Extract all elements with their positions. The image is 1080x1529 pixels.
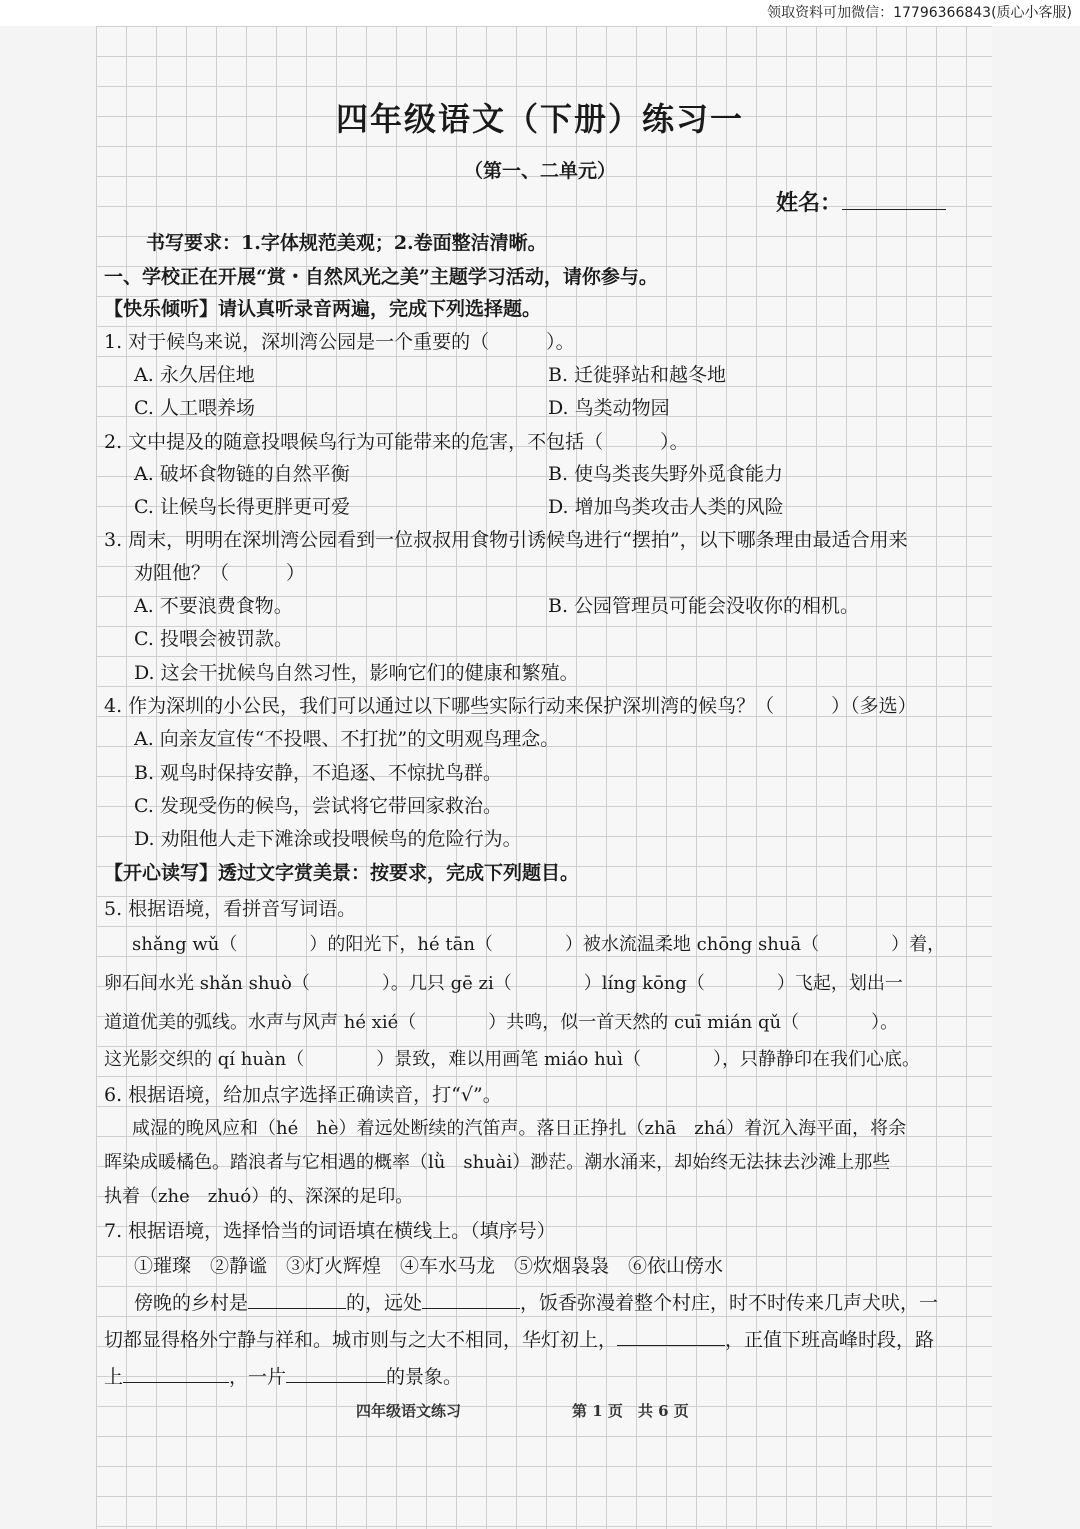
q4-option-d: D. 劝阻他人走下滩涂或投喂候鸟的危险行为。 bbox=[134, 828, 522, 850]
reading-heading: 【开心读写】透过文字赏美景：按要求，完成下列题目。 bbox=[104, 862, 580, 884]
q2-option-a: A. 破坏食物链的自然平衡 bbox=[134, 463, 350, 485]
q1-option-d: D. 鸟类动物园 bbox=[548, 397, 670, 419]
q7-word-choices: ①璀璨 ②静谧 ③灯火辉煌 ④车水马龙 ⑤炊烟袅袅 ⑥依山傍水 bbox=[134, 1255, 724, 1277]
q7-blank-5[interactable] bbox=[286, 1362, 386, 1383]
page-subtitle: （第一、二单元） bbox=[463, 160, 616, 182]
question-5-stem: 5. 根据语境，看拼音写词语。 bbox=[104, 898, 357, 920]
section-one-heading: 一、学校正在开展“赏・自然风光之美”主题学习活动，请你参与。 bbox=[104, 266, 658, 288]
q4-option-a: A. 向亲友宣传“不投喂、不打扰”的文明观鸟理念。 bbox=[134, 728, 560, 750]
q1-option-a: A. 永久居住地 bbox=[134, 364, 255, 386]
q7-text: 切都显得格外宁静与祥和。城市则与之大不相同，华灯初上， bbox=[104, 1329, 618, 1351]
watermark-contact: 领取资料可加微信：17796366843(质心小客服) bbox=[759, 0, 1080, 26]
q7-blank-2[interactable] bbox=[422, 1288, 520, 1309]
q2-option-c: C. 让候鸟长得更胖更可爱 bbox=[134, 496, 350, 518]
footer-title: 四年级语文练习 bbox=[356, 1402, 462, 1420]
q7-text: ，正值下班高峰时段，路 bbox=[725, 1329, 935, 1351]
q6-line-3: 执着（zhe zhuó）的、深深的足印。 bbox=[104, 1186, 414, 1207]
page-title: 四年级语文（下册）练习一 bbox=[335, 100, 744, 138]
q4-option-b: B. 观鸟时保持安静，不追逐、不惊扰鸟群。 bbox=[134, 762, 503, 784]
q2-option-d: D. 增加鸟类攻击人类的风险 bbox=[548, 496, 784, 518]
q7-line-3 bbox=[104, 1362, 462, 1390]
q7-blank-4[interactable] bbox=[123, 1362, 229, 1383]
q4-option-c: C. 发现受伤的候鸟，尝试将它带回家救治。 bbox=[134, 795, 502, 817]
q7-text: 上 bbox=[104, 1366, 124, 1388]
name-field bbox=[776, 189, 946, 216]
writing-requirements: 书写要求：1.字体规范美观；2.卷面整洁清晰。 bbox=[146, 232, 547, 254]
listening-heading: 【快乐倾听】请认真听录音两遍，完成下列选择题。 bbox=[104, 298, 542, 320]
question-3-stem-line1: 3. 周末，明明在深圳湾公园看到一位叔叔用食物引诱候鸟进行“摆拍”，以下哪条理由最适合用来 bbox=[104, 529, 908, 551]
q3-option-d: D. 这会干扰候鸟自然习性，影响它们的健康和繁殖。 bbox=[134, 662, 579, 684]
name-blank[interactable] bbox=[842, 189, 946, 210]
q3-option-b: B. 公园管理员可能会没收你的相机。 bbox=[548, 595, 860, 617]
q7-text: 的，远处 bbox=[346, 1292, 423, 1314]
question-6-stem: 6. 根据语境，给加点字选择正确读音，打“√”。 bbox=[104, 1084, 502, 1106]
q5-line-3: 道道优美的弧线。水声与风声 hé xié（ ）共鸣，似一首天然的 cuī mián qǔ（ ）。 bbox=[104, 1012, 899, 1033]
q1-option-c: C. 人工喂养场 bbox=[134, 397, 255, 419]
q7-text: ，饭香弥漫着整个村庄，时不时传来几声犬吠，一 bbox=[520, 1292, 939, 1314]
q7-text: ，一片 bbox=[229, 1366, 287, 1388]
q5-line-4: 这光影交织的 qí huàn（ ）景致，难以用画笔 miáo huì（ ），只静静印在我们心底。 bbox=[104, 1049, 921, 1070]
q6-line-1: 咸湿的晚风应和（hé hè）着远处断续的汽笛声。落日正挣扎（zhā zhá）着沉入海平面，将余 bbox=[132, 1118, 907, 1139]
q6-line-2: 晖染成暖橘色。踏浪者与它相遇的概率（lǜ shuài）渺茫。潮水涌来，却始终无法抹去沙滩上那些 bbox=[104, 1152, 891, 1173]
question-7-stem: 7. 根据语境，选择恰当的词语填在横线上。（填序号） bbox=[104, 1220, 556, 1242]
q7-line-2 bbox=[104, 1325, 934, 1353]
question-3-stem-line2: 劝阻他？（ ） bbox=[134, 562, 306, 584]
q3-option-a: A. 不要浪费食物。 bbox=[134, 595, 293, 617]
q2-option-b: B. 使鸟类丧失野外觅食能力 bbox=[548, 463, 784, 485]
question-2-stem: 2. 文中提及的随意投喂候鸟行为可能带来的危害，不包括（ ）。 bbox=[104, 431, 689, 453]
q5-line-2: 卵石间水光 shǎn shuò（ ）。几只 gē zi（ ）líng kōng（ ）飞起，划出一 bbox=[104, 973, 903, 994]
q3-option-c: C. 投喂会被罚款。 bbox=[134, 628, 293, 650]
q7-line-1 bbox=[134, 1288, 938, 1316]
exam-sheet bbox=[0, 26, 1080, 1529]
q7-text: 傍晚的乡村是 bbox=[134, 1292, 249, 1314]
question-1-stem: 1. 对于候鸟来说，深圳湾公园是一个重要的（ ）。 bbox=[104, 331, 575, 353]
q1-option-b: B. 迁徙驿站和越冬地 bbox=[548, 364, 727, 386]
q7-blank-1[interactable] bbox=[248, 1288, 346, 1309]
q7-blank-3[interactable] bbox=[617, 1325, 725, 1346]
question-4-stem: 4. 作为深圳的小公民，我们可以通过以下哪些实际行动来保护深圳湾的候鸟？（ ）（多选） bbox=[104, 695, 917, 717]
q5-line-1: shǎng wǔ（ ）的阳光下，hé tān（ ）被水流温柔地 chōng shuā（ ）着， bbox=[132, 934, 946, 955]
footer-page-number: 第 1 页 共 6 页 bbox=[572, 1402, 689, 1420]
name-label: 姓名： bbox=[776, 190, 843, 216]
q7-text: 的景象。 bbox=[386, 1366, 463, 1388]
